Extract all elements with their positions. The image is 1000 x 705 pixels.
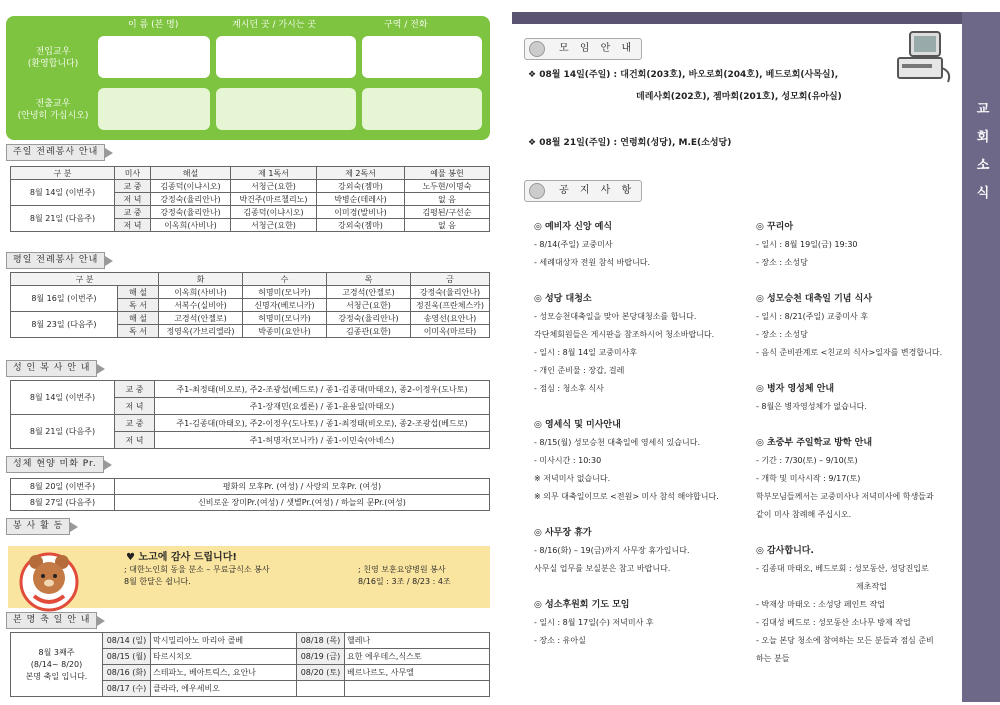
table-header-row: 구 분 미사 해설 제 1독서 제 2독서 예물 봉헌	[11, 167, 490, 180]
weekday-liturgy-title: 평일 전례봉사 안내	[6, 252, 105, 269]
feast-days-table	[10, 632, 490, 697]
table-row: 08/15 (월) 타르시치오 08/19 (금) 요한 에우데스,식스토	[11, 649, 490, 665]
out-name-cell	[98, 88, 210, 130]
notice-title-box: 공 지 사 항	[524, 180, 642, 202]
table-row: 8월 16일 (이번주) 해 설 이옥희(사비나) 허명미(모니카) 고경석(안젤로) 강정숙(율리안나)	[11, 286, 490, 299]
sunday-liturgy-title: 주일 전례봉사 안내	[6, 144, 105, 161]
table-row: 독 서 정영옥(가브리엘라) 박종미(요안나) 김종관(요한) 이미옥(마르타)	[11, 325, 490, 338]
in-district-cell	[362, 36, 482, 78]
registration-box	[6, 16, 490, 140]
heart-icon: ♥	[126, 552, 139, 563]
table-row: 독 서 서복수(실비아) 신명자(베로니카) 서청근(요한) 정진욱(프란체스카)	[11, 299, 490, 312]
table-row: 저 녁 주1-장재민(요셉론) / 종1-윤용일(마태오)	[11, 398, 490, 415]
left-page	[6, 10, 490, 700]
altar-servers-table	[10, 380, 490, 449]
top-bar	[512, 12, 962, 24]
person-icon	[529, 183, 545, 199]
in-name-cell	[98, 36, 210, 78]
computer-icon	[892, 28, 956, 88]
table-row: 8월 3째주 (8/14~ 8/20) 본명 축일 입니다. 08/14 (일) 막시밀리아노 마리아 콜베 08/18 (목) 헬레나	[11, 633, 490, 649]
table-row: 8월 21일 (다음주) 교 중 주1-김종대(마태오), 주2-이정우(도나토) / 종1-최정태(비오로), 종2-조광섭(베드로)	[11, 415, 490, 432]
table-row: 저 녁 강정숙(율리안나) 박건주(마르첼리노) 박병순(데레사) 없 음	[11, 193, 490, 206]
right-page	[512, 12, 1000, 702]
table-row: 저 녁 주1-허명자(모니카) / 종1-이민숙(아녜스)	[11, 432, 490, 449]
out-place-cell	[216, 88, 356, 130]
meeting-line-2: 데레사회(202호), 젬마회(201호), 성모회(유아실)	[636, 92, 842, 102]
thanks-title: ♥ 노고에 감사 드립니다!	[126, 552, 237, 563]
weekday-liturgy-table	[10, 272, 490, 338]
sunday-liturgy-table	[10, 166, 490, 232]
meeting-title-box: 모 임 안 내	[524, 38, 642, 60]
header-district: 구역 / 전화	[384, 20, 428, 30]
transfer-out-label: 전출교우 (안녕히 가십시오)	[17, 99, 89, 121]
adoration-title: 성체 현양 미화 Pr.	[6, 456, 104, 473]
out-district-cell	[362, 88, 482, 130]
table-row: 8월 23일 (다음주) 해 설 고경석(안젤로) 허명미(모니카) 강정숙(율리안나) 송영선(요안나)	[11, 312, 490, 325]
in-place-cell	[216, 36, 356, 78]
table-row: 8월 20일 (이번주) 평화의 모후Pr. (여성) / 사랑의 모후Pr. (여성)	[11, 479, 490, 495]
header-name: 이 름 (본 명)	[128, 20, 179, 30]
notice-right-column: ◎ 꾸리아 - 일시 : 8월 19일(금) 19:30 - 장소 : 소성당 ◎ 성모승천 대축일 기념 식사 - 일시 : 8/21(주일) 교중미사 후 - 장소 : 소성당 - 음식 준비관계로 <친교의 식사>일자를 변경합니다. ◎ 병자 영성체 안내 - 8월은 병자영성체가 없습니다. ◎ 초중부 주일학교 방학 안내 - 기간 : 7/30(토) – 9/10(토) - 개학 및 미사시작 : 9/17(토) 학부모님들께서는 교중미사나 저녁미사에 학생들과 같이 미사 참례해 주십시오. ◎ 감사합니다. - 김종대 마태오, 베드로회 : 성모동산, 성당진입로 제초작업 - 박재상 마태오 : 소성당 페인트 작업 - 김대성 베드로 : 성모동산 소나무 방제 작업 - 오늘 본당 청소에 참여하는 모든 분들과 점심 준비 하는 분들	[756, 222, 943, 663]
church-news-vertical-label: 교 회 소 식	[976, 102, 990, 201]
table-row: 8월 14일 (이번주) 교 중 김종덕(이냐시오) 서청근(요한) 강외숙(젬마) 노두현/이명숙	[11, 180, 490, 193]
feast-week-label: 8월 3째주 (8/14~ 8/20) 본명 축일 입니다.	[11, 633, 103, 697]
table-header-row: 구 분 화 수 목 금	[11, 273, 490, 286]
thanks-box	[8, 546, 490, 608]
table-row: 8월 14일 (이번주) 교 중 주1-최정태(비오로), 주2-조광섭(베드로) / 종1-김종대(마태오), 종2-이정우(도나토)	[11, 381, 490, 398]
table-row: 8월 27일 (다음주) 신비로운 장미Pr.(여성) / 샛별Pr.(여성) / 하늘의 문Pr.(여성)	[11, 495, 490, 511]
meeting-line-3: ❖ 08월 21일(주일) : 연령회(성당), M.E(소성당)	[528, 138, 732, 148]
table-row: 08/17 (수) 클라라, 에우세비오	[11, 681, 490, 697]
adoration-table	[10, 478, 490, 511]
table-row: 08/16 (화) 스테파노, 베아트릭스, 요안나 08/20 (토) 베르나르도, 사무엘	[11, 665, 490, 681]
table-row: 8월 21일 (다음주) 교 중 강정숙(율리안나) 김종덕(이냐시오) 이미경(발비나) 김평된/구선순	[11, 206, 490, 219]
meeting-line-1: ❖ 08월 14일(주일) : 대건회(203호), 바오로회(204호), 베드로회(사목실),	[528, 70, 839, 80]
service-right-text: ; 친영 보훈요양병원 봉사 8/16일 : 3조 / 8/23 : 4조	[358, 565, 451, 586]
service-title: 봉 사 활 동	[6, 518, 70, 535]
transfer-in-label: 전입교우 (환영합니다)	[27, 47, 79, 69]
altar-servers-title: 성 인 복 사 안 내	[6, 360, 97, 377]
table-row: 저 녁 이옥희(사비나) 서청근(요한) 강외숙(젬마) 없 음	[11, 219, 490, 232]
feast-days-title: 본 명 축 일 안 내	[6, 612, 97, 629]
header-place: 계시던 곳 / 가시는 곳	[232, 20, 317, 30]
notice-left-column: ◎ 예비자 신앙 예식 - 8/14(주일) 교중미사 - 세례대상자 전원 참석 바랍니다. ◎ 성당 대청소 - 성모승천대축일을 맞아 본당대청소를 합니다. 각단체회원들은 게시판을 참조하시어 청소바랍니다. - 일시 : 8월 14일 교중미사후 - 개인 준비물 : 장갑, 걸레 - 점심 : 청소후 식사 ◎ 영세식 및 미사안내 - 8/15(월) 성모승천 대축일에 영세식 있습니다. - 미사시간 : 10:30 ※ 저녁미사 없습니다. ※ 의무 대축일이므로 <전원> 미사 참석 해야합니다. ◎ 사무장 휴가 - 8/16(화) – 19(금)까지 사무장 휴가입니다. 사무실 업무를 보실분은 참고 바랍니다. ◎ 성소후원회 기도 모임 - 일시 : 8월 17일(수) 저녁미사 후 - 장소 : 유아실	[534, 222, 719, 645]
bear-mascot-icon	[14, 546, 84, 616]
service-left-text: ; 대한노인회 동울 분소 – 무료급식소 봉사 8월 한달은 쉽니다.	[124, 565, 270, 586]
person-icon	[529, 41, 545, 57]
